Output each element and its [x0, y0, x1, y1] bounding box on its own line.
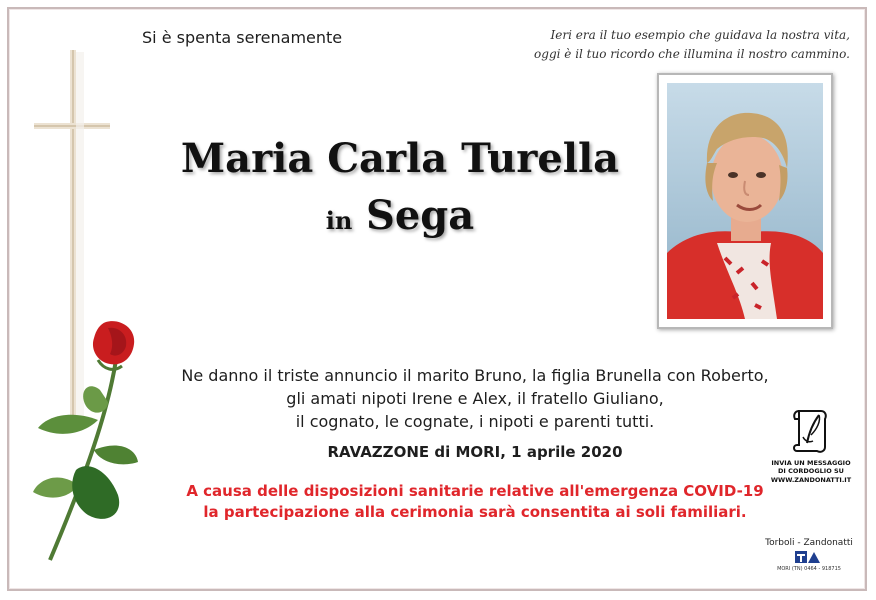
portrait-illustration	[667, 83, 823, 319]
portrait-photo	[667, 83, 823, 319]
covid-notice-line-1: A causa delle disposizioni sanitarie relative all'emergenza COVID-19	[186, 482, 764, 500]
married-prefix: in	[325, 206, 353, 235]
quill-scroll-icon	[791, 407, 831, 455]
deceased-name: Maria Carla Turella	[180, 135, 620, 182]
announcement-text	[150, 364, 800, 433]
intro-text: Si è spenta serenamente	[142, 28, 343, 47]
condolence-line-2: DI CORDOGLIO SU	[778, 467, 844, 475]
condolence-link[interactable]	[766, 407, 856, 484]
quote-line-2: oggi è il tuo ricordo che illumina il nostro cammino.	[534, 47, 850, 61]
place-date: RAVAZZONE di MORI, 1 aprile 2020	[327, 443, 623, 461]
covid-notice-line-2: la partecipazione alla cerimonia sarà consentita ai soli familiari.	[203, 503, 747, 521]
portrait-frame	[657, 73, 833, 329]
agency-block	[764, 538, 854, 572]
condolence-line-1: INVIA UN MESSAGGIO	[771, 459, 851, 467]
condolence-url[interactable]: WWW.ZANDONATTI.IT	[770, 476, 852, 484]
covid-notice	[150, 481, 800, 523]
announcement-line-1: Ne danno il triste annuncio il marito Bruno, la figlia Brunella con Roberto,	[181, 366, 769, 385]
married-name	[140, 192, 660, 239]
agency-name: Torboli - Zandonatti	[765, 538, 853, 548]
agency-phone: MORI (TN) 0464 - 918715	[777, 566, 841, 572]
married-surname: Sega	[365, 192, 475, 239]
tz-logo-icon	[794, 550, 824, 564]
announcement-line-2: gli amati nipoti Irene e Alex, il fratello Giuliano,	[286, 389, 664, 408]
announcement-line-3: il cognato, le cognate, i nipoti e parenti tutti.	[295, 412, 655, 431]
quote-line-1: Ieri era il tuo esempio che guidava la nostra vita,	[550, 28, 850, 42]
red-rose-icon	[28, 320, 143, 565]
memorial-quote	[520, 26, 850, 64]
